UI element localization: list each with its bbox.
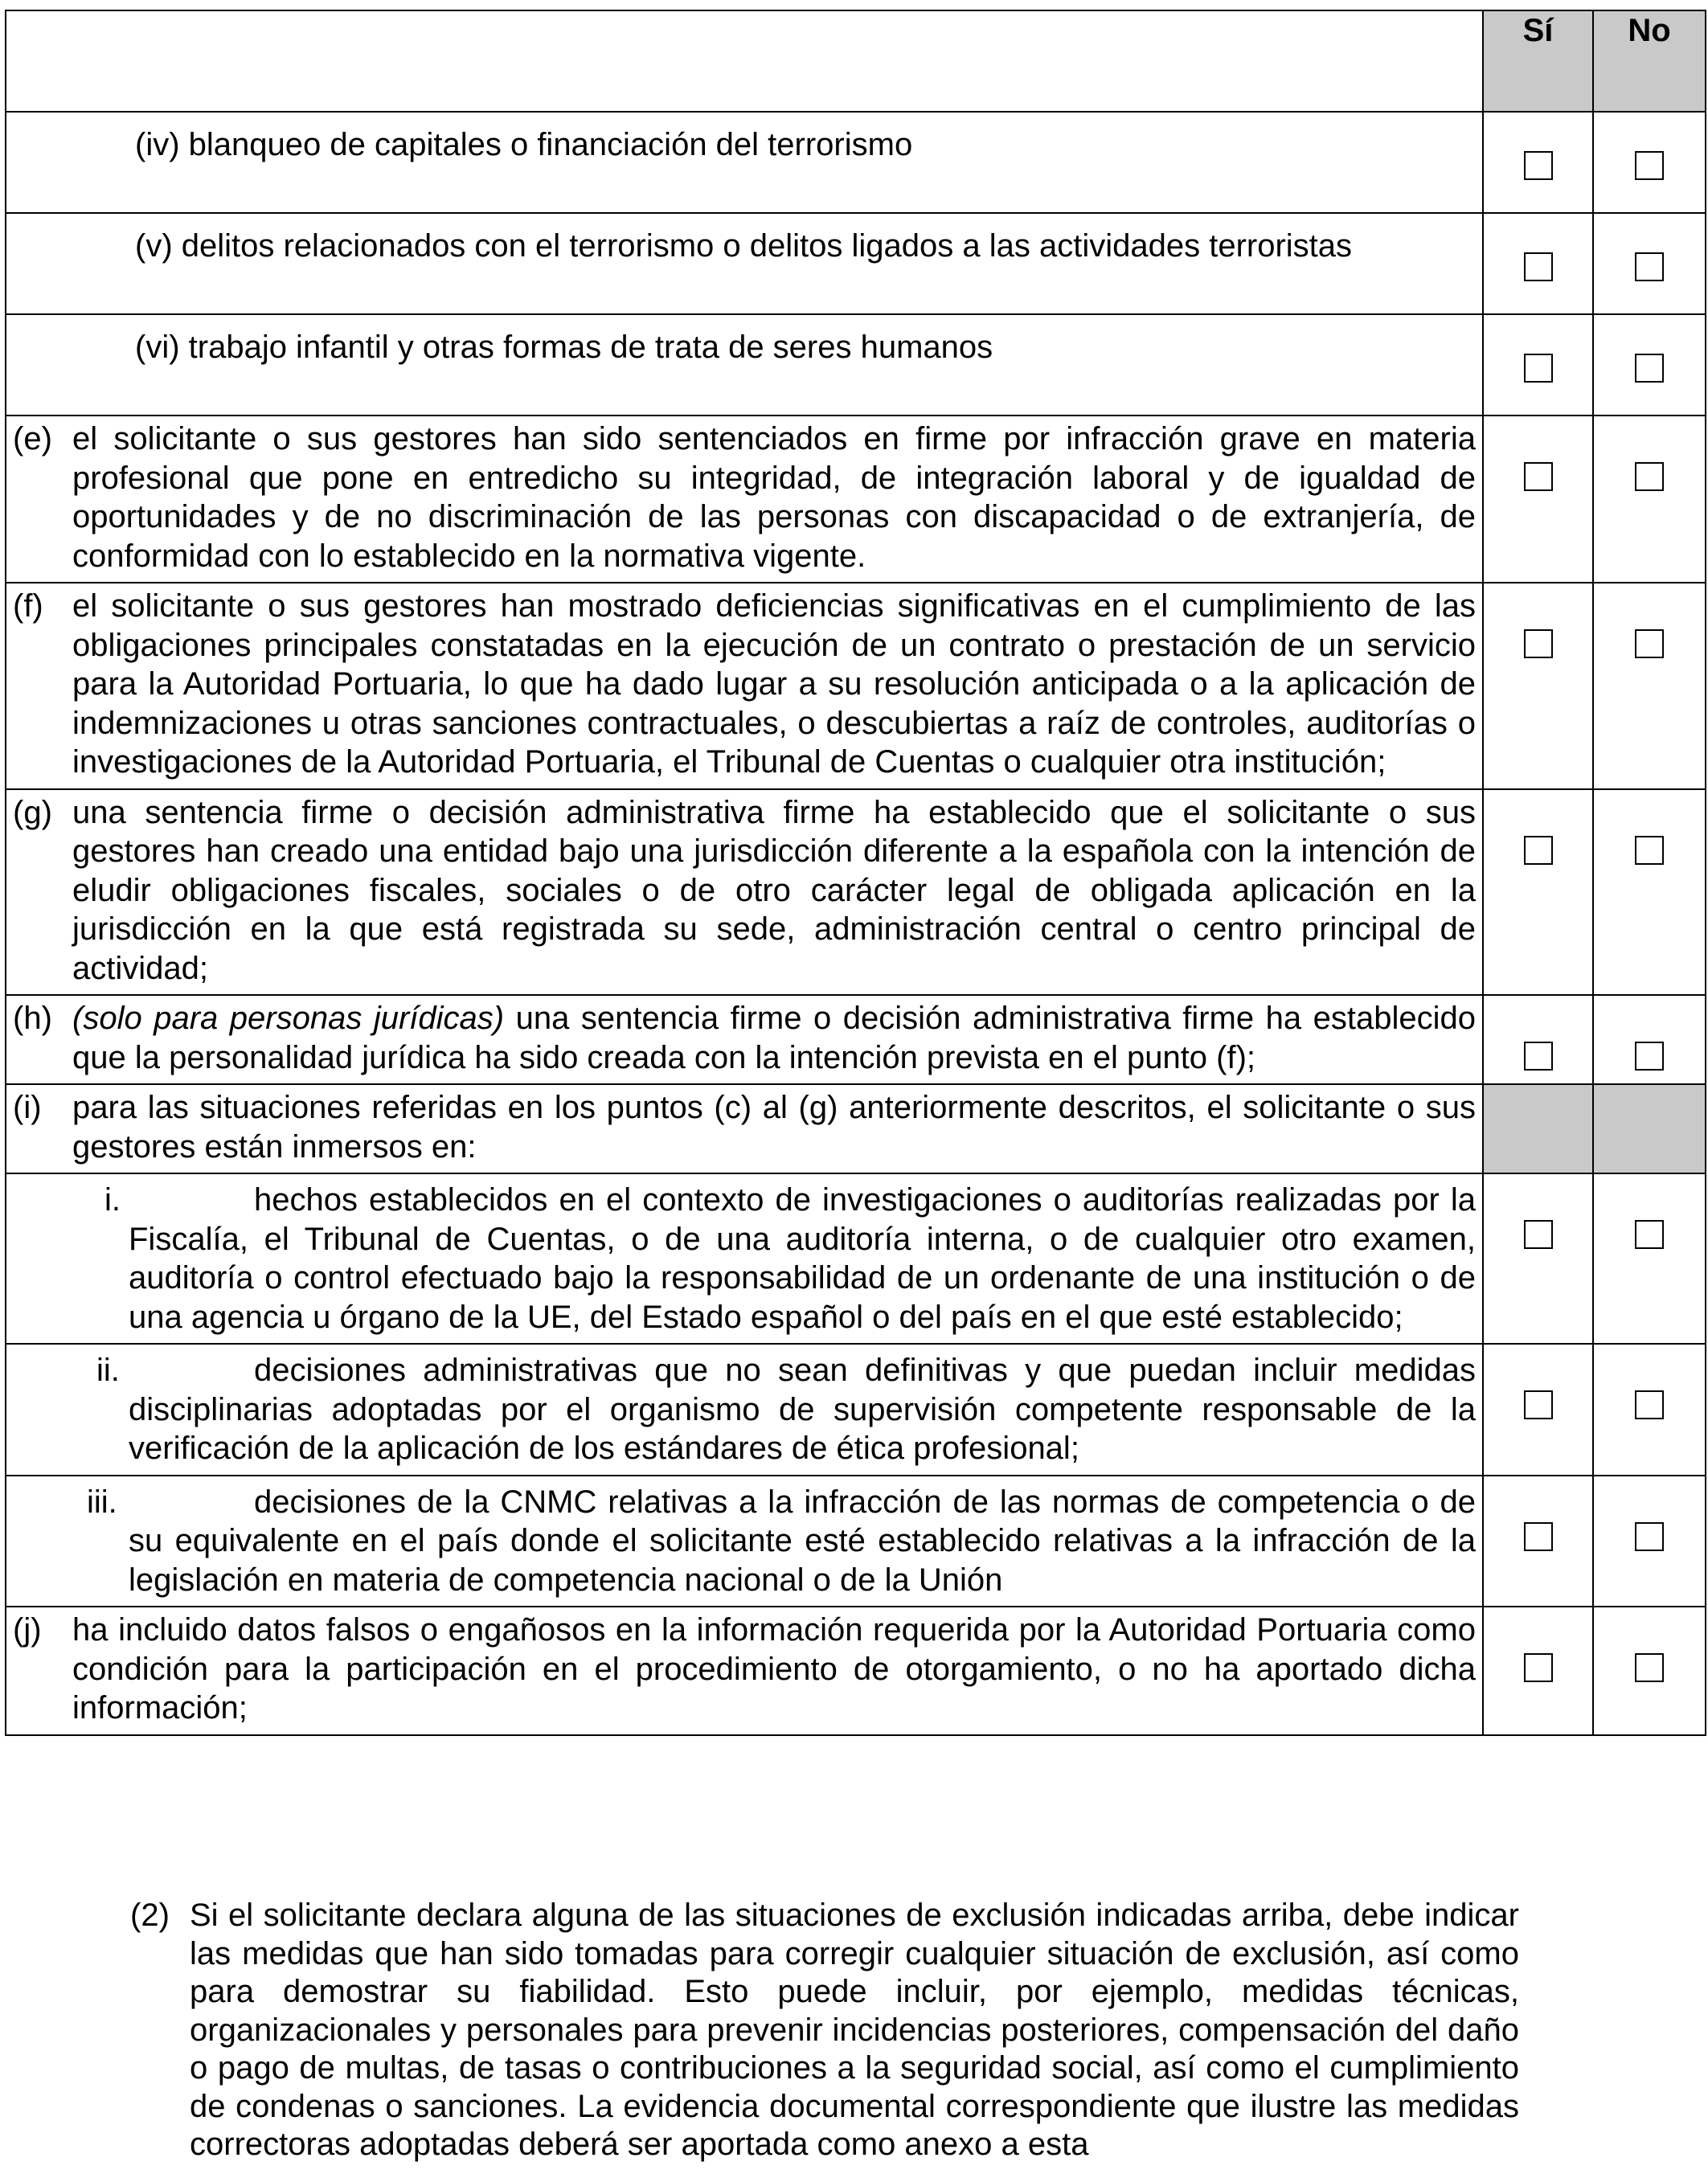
item-label: (j) xyxy=(13,1612,42,1648)
item-cell xyxy=(6,789,1483,996)
item-cell xyxy=(6,416,1483,583)
checkbox-si-e[interactable] xyxy=(1524,462,1553,491)
table-row-e xyxy=(6,416,1706,583)
checkbox-si-f[interactable] xyxy=(1524,629,1553,658)
table-row-i xyxy=(6,1084,1706,1173)
checkbox-si-i-1[interactable] xyxy=(1524,1220,1553,1249)
roman-label: i. xyxy=(104,1182,121,1218)
item-label: (e) xyxy=(13,421,52,456)
exclusion-criteria-table xyxy=(5,10,1706,1736)
item-text: ha incluido datos falsos o engañosos en la información requerida por la Autoridad Portuaria como condición para la participación en el procedimiento de otorgamiento, o no ha aportado dicha información; xyxy=(72,1612,1476,1726)
checkbox-no-g[interactable] xyxy=(1635,836,1664,865)
si-cell xyxy=(1483,789,1593,996)
si-cell xyxy=(1483,213,1593,314)
si-cell xyxy=(1483,112,1593,213)
checkbox-no-vi[interactable] xyxy=(1635,354,1664,383)
sub-item-text: (vi) trabajo infantil y otras formas de trata de seres humanos xyxy=(135,330,993,365)
checkbox-si-vi[interactable] xyxy=(1524,354,1553,383)
header-si: Sí xyxy=(1483,10,1593,112)
table-row-i-3 xyxy=(6,1476,1706,1607)
no-cell xyxy=(1593,1607,1706,1735)
sub-item-cell xyxy=(6,112,1483,213)
item-label: (i) xyxy=(13,1090,42,1125)
si-cell xyxy=(1483,314,1593,416)
header-blank-cell xyxy=(6,10,1483,112)
no-cell xyxy=(1593,995,1706,1084)
checkbox-no-iv[interactable] xyxy=(1635,151,1664,180)
no-cell xyxy=(1593,314,1706,416)
note-text: Si el solicitante declara alguna de las situaciones de exclusión indicadas arriba, debe indicar las medidas que han sido tomadas para corregir cualquier situación de exclusión, así como para demostrar su fiabilidad. Esto puede incluir, por ejemplo, medidas técnicas, organizacionales y personales para prevenir incidencias posteriores, compensación del daño o pago de multas, de tasas o contribuciones a la seguridad social, así como el cumplimiento de condenas o sanciones. La evidencia documental correspondiente que ilustre las medidas correctoras adoptadas deberá ser aportada como anexo a esta xyxy=(190,1898,1519,2162)
table-row-i-2 xyxy=(6,1344,1706,1476)
checkbox-no-j[interactable] xyxy=(1635,1653,1664,1682)
roman-item-cell xyxy=(6,1173,1483,1344)
checkbox-si-iv[interactable] xyxy=(1524,151,1553,180)
si-cell xyxy=(1483,1607,1593,1735)
item-text: una sentencia firme o decisión administrativa firme ha establecido que la personalidad jurídica ha sido creada con la intención prevista en el punto (f); xyxy=(72,1001,1476,1075)
roman-text: decisiones de la CNMC relativas a la infracción de las normas de competencia o de su equivalente en el país donde el solicitante esté establecido relativas a la infracción de la legislación en materia de competencia nacional o de la Unión xyxy=(129,1484,1476,1598)
table-row-i-1 xyxy=(6,1173,1706,1344)
table-row-v xyxy=(6,213,1706,314)
no-cell xyxy=(1593,416,1706,583)
item-label: (h) xyxy=(13,1001,52,1036)
item-label: (f) xyxy=(13,588,43,624)
si-cell xyxy=(1483,1344,1593,1476)
table-row-h xyxy=(6,995,1706,1084)
checkbox-si-h[interactable] xyxy=(1524,1042,1553,1071)
checkbox-no-i-1[interactable] xyxy=(1635,1220,1664,1249)
no-cell xyxy=(1593,213,1706,314)
si-cell xyxy=(1483,995,1593,1084)
note-paragraph xyxy=(130,1897,1519,2164)
table-row-iv xyxy=(6,112,1706,213)
item-text: para las situaciones referidas en los puntos (c) al (g) anteriormente descritos, el solicitante o sus gestores están inmersos en: xyxy=(72,1090,1476,1165)
item-text-h xyxy=(72,999,1476,1077)
sub-item-text: (iv) blanqueo de capitales o financiación del terrorismo xyxy=(135,127,913,162)
item-cell xyxy=(6,1084,1483,1173)
item-cell xyxy=(6,1607,1483,1735)
roman-label: ii. xyxy=(96,1353,120,1388)
table-row-f xyxy=(6,583,1706,789)
item-label: (g) xyxy=(13,794,52,830)
sub-item-text: (v) delitos relacionados con el terrorismo o delitos ligados a las actividades terroristas xyxy=(135,228,1353,264)
table-row-g xyxy=(6,789,1706,996)
item-text: el solicitante o sus gestores han mostrado deficiencias significativas en el cumplimiento de las obligaciones principales constatadas en la ejecución de un contrato o prestación de un servicio para la Autoridad Portuaria, lo que ha dado lugar a su resolución anticipada o a la aplicación de indemnizaciones u otras sanciones contractuales, o descubiertas a raíz de controles, auditorías o investigaciones de la Autoridad Portuaria, el Tribunal de Cuentas o cualquier otra institución; xyxy=(72,588,1476,780)
sub-item-cell xyxy=(6,213,1483,314)
checkbox-no-e[interactable] xyxy=(1635,462,1664,491)
checkbox-no-f[interactable] xyxy=(1635,629,1664,658)
checkbox-si-i-2[interactable] xyxy=(1524,1390,1553,1419)
no-cell xyxy=(1593,112,1706,213)
shaded-cell xyxy=(1593,1084,1706,1173)
checkbox-no-v[interactable] xyxy=(1635,252,1664,281)
table-row-j xyxy=(6,1607,1706,1735)
note-label: (2) xyxy=(130,1898,170,1933)
shaded-cell xyxy=(1483,1084,1593,1173)
no-cell xyxy=(1593,1344,1706,1476)
checkbox-si-i-3[interactable] xyxy=(1524,1522,1553,1551)
si-cell xyxy=(1483,416,1593,583)
si-cell xyxy=(1483,583,1593,789)
item-text-italic: (solo para personas jurídicas) xyxy=(72,1001,505,1036)
checkbox-si-j[interactable] xyxy=(1524,1653,1553,1682)
checkbox-no-i-3[interactable] xyxy=(1635,1522,1664,1551)
no-cell xyxy=(1593,583,1706,789)
si-cell xyxy=(1483,1476,1593,1607)
checkbox-no-i-2[interactable] xyxy=(1635,1390,1664,1419)
roman-label: iii. xyxy=(87,1484,117,1520)
no-cell xyxy=(1593,789,1706,996)
item-cell xyxy=(6,583,1483,789)
si-cell xyxy=(1483,1173,1593,1344)
item-text: el solicitante o sus gestores han sido sentenciados en firme por infracción grave en materia profesional que pone en entredicho su integridad, de integración laboral y de igualdad de oportunidades y de no discriminación de las personas con discapacidad o de extranjería, de conformidad con lo establecido en la normativa vigente. xyxy=(72,421,1476,574)
roman-item-cell xyxy=(6,1476,1483,1607)
no-cell xyxy=(1593,1173,1706,1344)
roman-text: decisiones administrativas que no sean definitivas y que puedan incluir medidas disciplinarias adoptadas por el organismo de supervisión competente responsable de la verificación de la aplicación de los estándares de ética profesional; xyxy=(129,1353,1476,1466)
checkbox-no-h[interactable] xyxy=(1635,1042,1664,1071)
no-cell xyxy=(1593,1476,1706,1607)
item-text: una sentencia firme o decisión administrativa firme ha establecido que el solicitante o sus gestores han creado una entidad bajo una jurisdicción diferente a la española con la intención de eludir obligaciones fiscales, sociales o de otro carácter legal de obligada aplicación en la jurisdicción en la que está registrada su sede, administración central o centro principal de actividad; xyxy=(72,794,1476,986)
table-row-vi xyxy=(6,314,1706,416)
checkbox-si-v[interactable] xyxy=(1524,252,1553,281)
roman-item-cell xyxy=(6,1344,1483,1476)
item-cell xyxy=(6,995,1483,1084)
sub-item-cell xyxy=(6,314,1483,416)
header-no: No xyxy=(1593,10,1706,112)
header-row xyxy=(6,10,1706,112)
checkbox-si-g[interactable] xyxy=(1524,836,1553,865)
roman-text: hechos establecidos en el contexto de investigaciones o auditorías realizadas por la Fiscalía, el Tribunal de Cuentas, o de una auditoría interna, o de cualquier otro examen, auditoría o control efectuado bajo la responsabilidad de un ordenante de una institución o de una agencia u órgano de la UE, del Estado español o del país en el que esté establecido; xyxy=(129,1182,1476,1335)
